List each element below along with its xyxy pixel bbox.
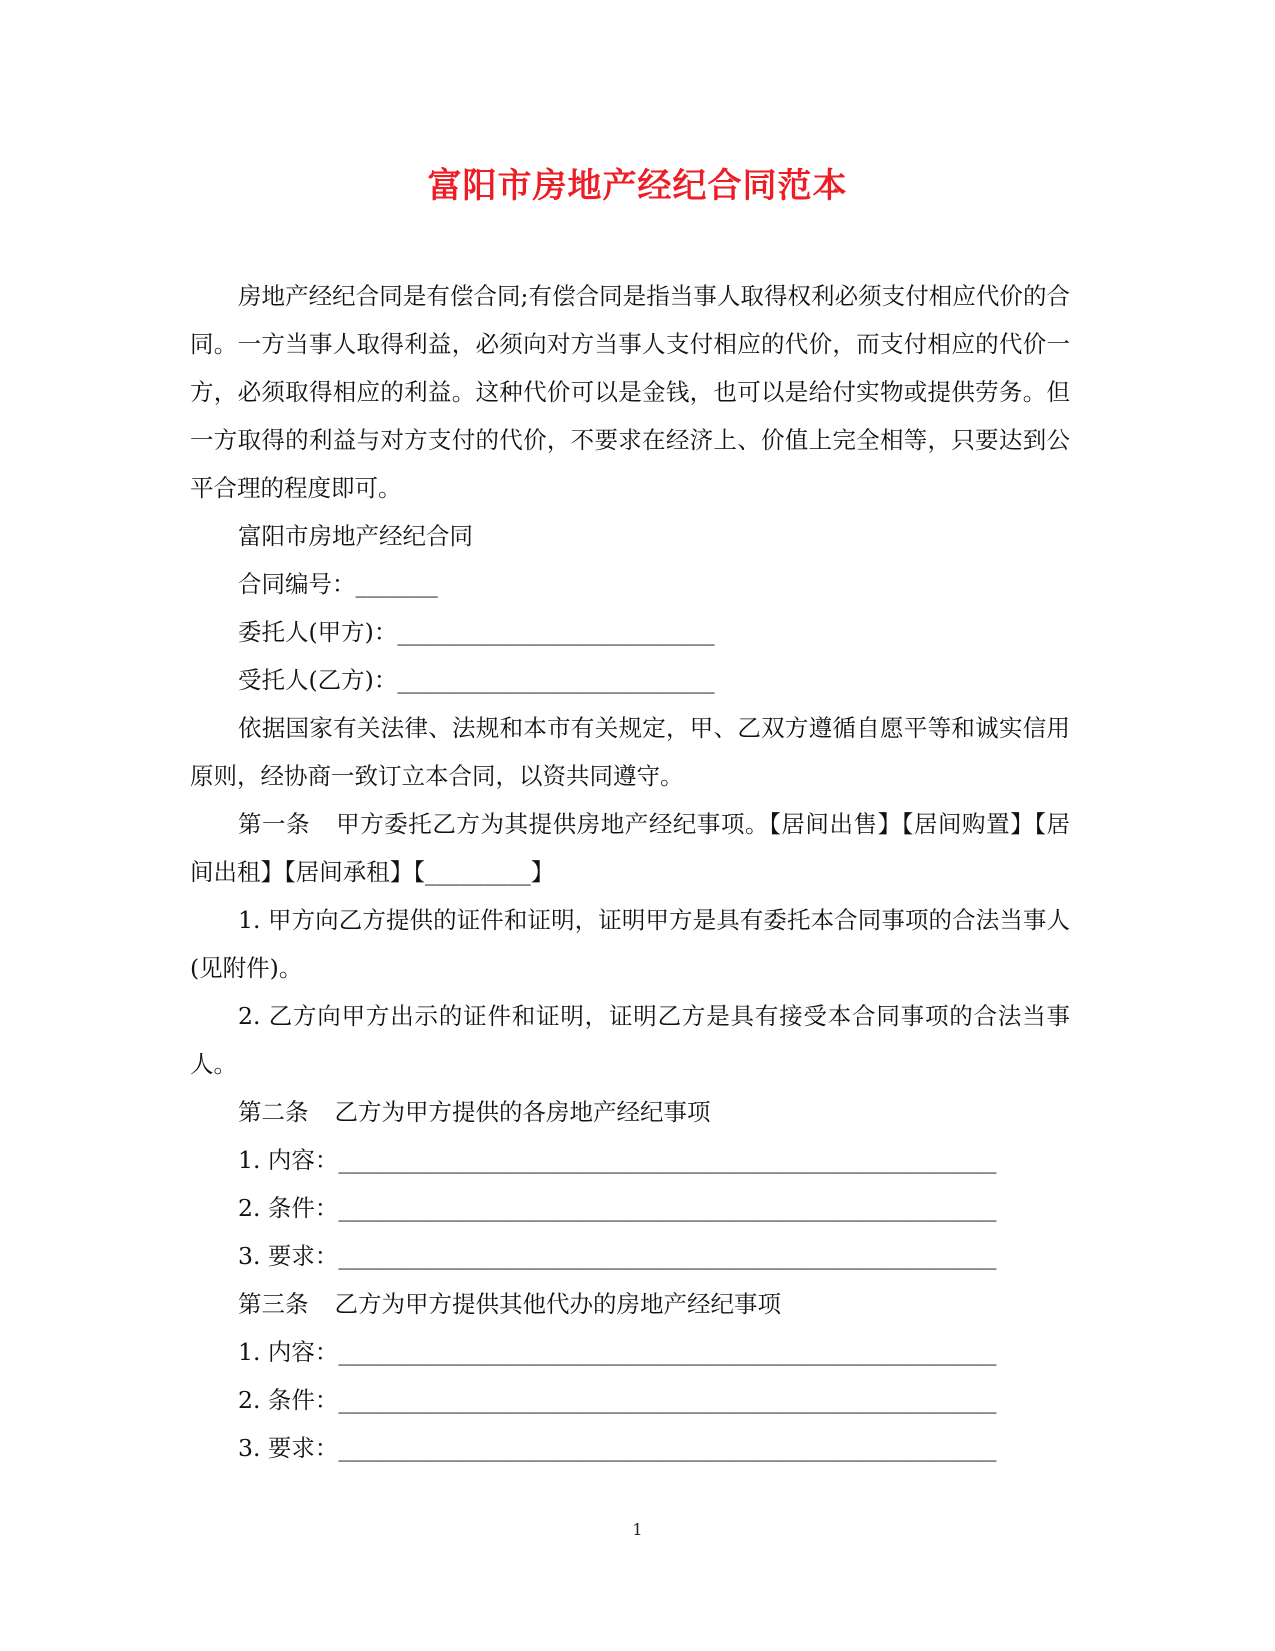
document-title: 富阳市房地产经纪合同范本 [427,166,848,206]
article-1-item-2: 2. 乙方向甲方出示的证件和证明，证明乙方是具有接受本合同事项的合法当事人。 [190,1002,1070,1078]
contract-number-field: 合同编号：_______ [238,570,438,598]
article-3-heading: 第三条 [238,1290,309,1318]
article-1-text: 甲方委托乙方为其提供房地产经纪事项。【居间出售】【居间购置】【居间出租】【居间承租】【_________】 [190,810,1071,886]
article-1-item-1: 1. 甲方向乙方提供的证件和证明，证明甲方是具有委托本合同事项的合法当事人(见附件)。 [190,906,1070,982]
article-2-heading: 第二条 [238,1098,309,1126]
intro-paragraph: 房地产经纪合同是有偿合同;有偿合同是指当事人取得权利必须支付相应代价的合同。一方当事人取得利益，必须向对方当事人支付相应的代价，而支付相应的代价一方，必须取得相应的利益。这种代价可以是金钱，也可以是给付实物或提供劳务。但一方取得的利益与对方支付的代价，不要求在经济上、价值上完全相等，只要达到公平合理的程度即可。 [190,282,1070,502]
page-number: 1 [632,1520,643,1539]
article-3-condition: 2. 条件：________________________________________________________ [238,1386,997,1414]
contract-name: 富阳市房地产经纪合同 [238,522,473,550]
article-2-content: 1. 内容：________________________________________________________ [238,1146,997,1174]
article-1-heading: 第一条 [238,810,311,838]
article-1 [190,800,1070,896]
article-2 [190,1088,1070,1136]
preamble-paragraph: 依据国家有关法律、法规和本市有关规定，甲、乙双方遵循自愿平等和诚实信用原则，经协商一致订立本合同，以资共同遵守。 [190,714,1070,790]
document-body [190,272,1070,1472]
party-b-field: 受托人(乙方)：___________________________ [238,666,715,694]
article-2-text: 乙方为甲方提供的各房地产经纪事项 [334,1098,711,1126]
article-2-condition: 2. 条件：________________________________________________________ [238,1194,997,1222]
article-3-content: 1. 内容：________________________________________________________ [238,1338,997,1366]
article-3-text: 乙方为甲方提供其他代办的房地产经纪事项 [334,1290,781,1318]
article-3-requirement: 3. 要求：________________________________________________________ [238,1434,997,1462]
party-a-field: 委托人(甲方)：___________________________ [238,618,715,646]
article-2-requirement: 3. 要求：________________________________________________________ [238,1242,997,1270]
article-3 [190,1280,1070,1328]
